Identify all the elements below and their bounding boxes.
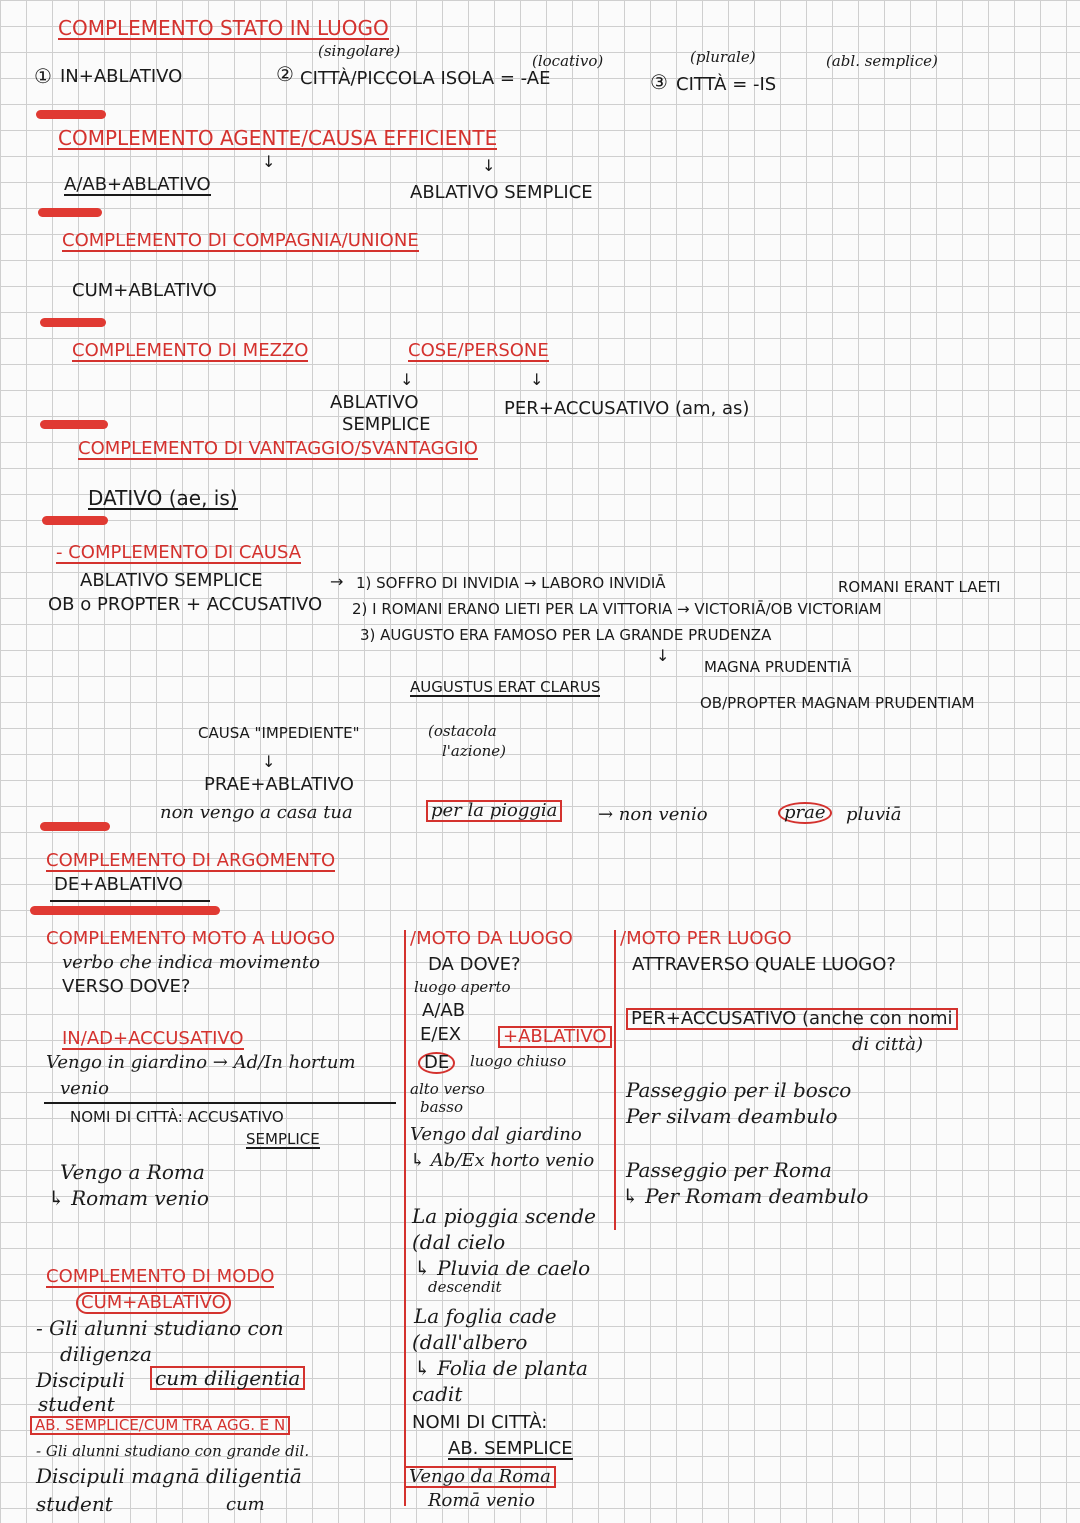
mezzo-title: COMPLEMENTO DI MEZZO: [72, 340, 309, 361]
agente-title: COMPLEMENTO AGENTE/CAUSA EFFICIENTE: [58, 126, 498, 150]
mezzo-types: COSE/PERSONE: [408, 340, 549, 361]
modo-example-1-box: cum diligentia: [150, 1366, 305, 1390]
moto-per-luogo-question: ATTRAVERSO QUALE LUOGO?: [632, 954, 896, 975]
moto-da-luogo-example-2-latin: ↳ Pluvia de caelo: [414, 1256, 591, 1280]
causa-title: - COMPLEMENTO DI CAUSA: [56, 542, 302, 563]
moto-a-luogo-rule: IN/AD+ACCUSATIVO: [62, 1028, 244, 1049]
moto-da-luogo-question: DA DOVE?: [428, 954, 521, 975]
moto-a-luogo-example: Vengo in giardino → Ad/In hortum: [46, 1052, 356, 1073]
number-two: ②: [276, 62, 294, 86]
moto-a-luogo-title: COMPLEMENTO MOTO A LUOGO: [46, 928, 335, 949]
causa-example-3-latin: AUGUSTUS ERAT CLARUS: [410, 678, 601, 696]
number-one: ①: [34, 64, 52, 88]
modo-example-2-latin: Discipuli magnā diligentiā: [36, 1464, 302, 1488]
note-plurale: (plurale): [690, 48, 756, 66]
arrow-down-icon: ↓: [262, 752, 276, 771]
moto-da-luogo-aperto: luogo aperto: [414, 978, 511, 996]
causa-impediente-pluvia: pluviā: [846, 804, 902, 825]
arrow-down-icon: ↓: [482, 156, 496, 175]
moto-da-luogo-example-4-latin: Romā venio: [428, 1490, 535, 1511]
section-marker: [38, 208, 102, 217]
vantaggio-rule: DATIVO (ae, is): [88, 486, 238, 510]
argomento-rule: DE+ABLATIVO: [54, 874, 183, 895]
moto-da-luogo-basso: basso: [420, 1098, 463, 1116]
modo-example-2: - Gli alunni studiano con grande dil.: [36, 1442, 310, 1460]
modo-example-1-verb: student: [38, 1392, 115, 1416]
causa-rule-1: ABLATIVO SEMPLICE: [80, 570, 263, 591]
moto-da-luogo-example-3-latin-b: cadit: [412, 1382, 463, 1406]
modo-example-1-latin: Discipuli: [36, 1368, 125, 1392]
causa-impediente-example-it: non vengo a casa tua: [160, 802, 353, 823]
column-divider: [614, 930, 616, 1230]
column-divider: [404, 930, 406, 1506]
causa-example-2-latin: ROMANI ERANT LAETI: [838, 578, 1001, 596]
causa-example-1: 1) SOFFRO DI INVIDIA → LABORO INVIDIĀ: [356, 574, 666, 592]
modo-example-1: - Gli alunni studiano con: [36, 1316, 284, 1340]
moto-a-luogo-citta: NOMI DI CITTÀ: ACCUSATIVO: [70, 1108, 284, 1126]
causa-impediente-note-1: (ostacola: [428, 722, 497, 740]
arrow-down-icon: ↓: [262, 152, 276, 171]
moto-da-luogo-example-1: Vengo dal giardino: [410, 1124, 582, 1145]
moto-da-luogo-title: /MOTO DA LUOGO: [410, 928, 573, 949]
moto-da-luogo-chiuso: luogo chiuso: [470, 1052, 567, 1070]
divider: [44, 1102, 396, 1104]
agente-rule-persone: A/AB+ABLATIVO: [64, 174, 211, 195]
moto-per-luogo-rule: PER+ACCUSATIVO (anche con nomi: [626, 1008, 958, 1030]
stato-rule-1: IN+ABLATIVO: [60, 66, 183, 87]
stato-in-luogo-title: COMPLEMENTO STATO IN LUOGO: [58, 16, 389, 40]
section-marker: [30, 906, 220, 915]
moto-per-luogo-example-1: Passeggio per il bosco: [626, 1078, 852, 1102]
number-three: ③: [650, 70, 668, 94]
causa-rule-2: OB o PROPTER + ACCUSATIVO: [48, 594, 323, 615]
section-marker: [40, 420, 108, 429]
moto-da-luogo-abl: +ABLATIVO: [498, 1026, 612, 1048]
causa-impediente-note-2: l'azione): [442, 742, 506, 760]
moto-per-luogo-example-2-latin: ↳ Per Romam deambulo: [622, 1184, 869, 1208]
arrow-right-icon: →: [330, 572, 344, 591]
causa-impediente-rule: PRAE+ABLATIVO: [204, 774, 354, 795]
section-marker: [42, 516, 108, 525]
moto-a-luogo-example-cont: venio: [60, 1078, 110, 1099]
section-marker: [36, 110, 106, 119]
vantaggio-title: COMPLEMENTO DI VANTAGGIO/SVANTAGGIO: [78, 438, 478, 459]
moto-da-luogo-example-2: La pioggia scende: [412, 1204, 596, 1228]
modo-example-1b: diligenza: [60, 1342, 152, 1366]
moto-da-luogo-example-1-latin: ↳ Ab/Ex horto venio: [410, 1150, 595, 1171]
compagnia-rule: CUM+ABLATIVO: [72, 280, 217, 301]
moto-da-luogo-eex: E/EX: [420, 1024, 462, 1045]
section-marker: [40, 318, 106, 327]
note-locativo: (locativo): [532, 52, 604, 70]
causa-impediente-example-box: per la pioggia: [426, 800, 562, 822]
mezzo-cose-1: ABLATIVO: [330, 392, 419, 413]
moto-da-luogo-ab: A/AB: [422, 1000, 466, 1021]
moto-per-luogo-example-1-latin: Per silvam deambulo: [626, 1104, 838, 1128]
moto-da-luogo-de: DE: [418, 1052, 455, 1074]
arrow-down-icon: ↓: [656, 646, 670, 665]
moto-per-luogo-title: /MOTO PER LUOGO: [620, 928, 792, 949]
moto-da-luogo-citta: NOMI DI CITTÀ:: [412, 1412, 548, 1433]
arrow-down-icon: ↓: [530, 370, 544, 389]
stato-rule-2: CITTÀ/PICCOLA ISOLA = -AE: [300, 68, 551, 89]
mezzo-persone: PER+ACCUSATIVO (am, as): [504, 398, 750, 419]
moto-da-luogo-example-3b: (dall'albero: [412, 1330, 528, 1354]
modo-rule: CUM+ABLATIVO: [76, 1292, 231, 1314]
modo-example-2-verb: student: [36, 1492, 113, 1516]
moto-da-luogo-example-4: Vengo da Roma: [404, 1466, 556, 1488]
modo-title: COMPLEMENTO DI MODO: [46, 1266, 275, 1287]
arrow-down-icon: ↓: [400, 370, 414, 389]
causa-impediente-example-la: → non venio: [598, 804, 708, 825]
moto-da-luogo-example-3-latin: ↳ Folia de planta: [414, 1356, 588, 1380]
moto-a-luogo-citta-semplice: SEMPLICE: [246, 1130, 320, 1148]
modo-rule-2: AB. SEMPLICE/CUM TRA AGG. E N: [30, 1416, 290, 1435]
causa-impediente-prae: prae: [778, 802, 832, 824]
moto-a-luogo-desc: verbo che indica movimento: [62, 952, 320, 973]
mezzo-cose-2: SEMPLICE: [342, 414, 431, 435]
section-marker: [40, 822, 110, 831]
moto-da-luogo-citta-rule: AB. SEMPLICE: [448, 1438, 573, 1459]
causa-example-3-option-2: OB/PROPTER MAGNAM PRUDENTIAM: [700, 694, 975, 712]
moto-a-luogo-example-2-latin: ↳ Romam venio: [48, 1186, 209, 1210]
moto-da-luogo-example-3: La foglia cade: [414, 1304, 557, 1328]
causa-impediente-title: CAUSA "IMPEDIENTE": [198, 724, 360, 742]
moto-per-luogo-rule-b: di città): [852, 1034, 924, 1055]
argomento-title: COMPLEMENTO DI ARGOMENTO: [46, 850, 336, 871]
stato-rule-3: CITTÀ = -IS: [676, 74, 777, 95]
agente-rule-cose: ABLATIVO SEMPLICE: [410, 182, 593, 203]
moto-da-luogo-example-2-latin-b: descendit: [428, 1278, 502, 1296]
moto-da-luogo-example-2b: (dal cielo: [412, 1230, 506, 1254]
causa-example-3: 3) AUGUSTO ERA FAMOSO PER LA GRANDE PRUDENZA: [360, 626, 772, 644]
moto-a-luogo-question: VERSO DOVE?: [62, 976, 191, 997]
moto-a-luogo-example-2: Vengo a Roma: [60, 1160, 205, 1184]
causa-example-2: 2) I ROMANI ERANO LIETI PER LA VITTORIA → VICTORIĀ/OB VICTORIAM: [352, 600, 882, 618]
divider: [50, 900, 210, 902]
note-singolare: (singolare): [318, 42, 401, 60]
compagnia-title: COMPLEMENTO DI COMPAGNIA/UNIONE: [62, 230, 419, 251]
modo-example-2-cum: cum: [226, 1494, 265, 1515]
moto-per-luogo-example-2: Passeggio per Roma: [626, 1158, 832, 1182]
note-abl-semplice: (abl. semplice): [826, 52, 938, 70]
moto-da-luogo-alto: alto verso: [410, 1080, 485, 1098]
causa-example-3-option-1: MAGNA PRUDENTIĀ: [704, 658, 852, 676]
